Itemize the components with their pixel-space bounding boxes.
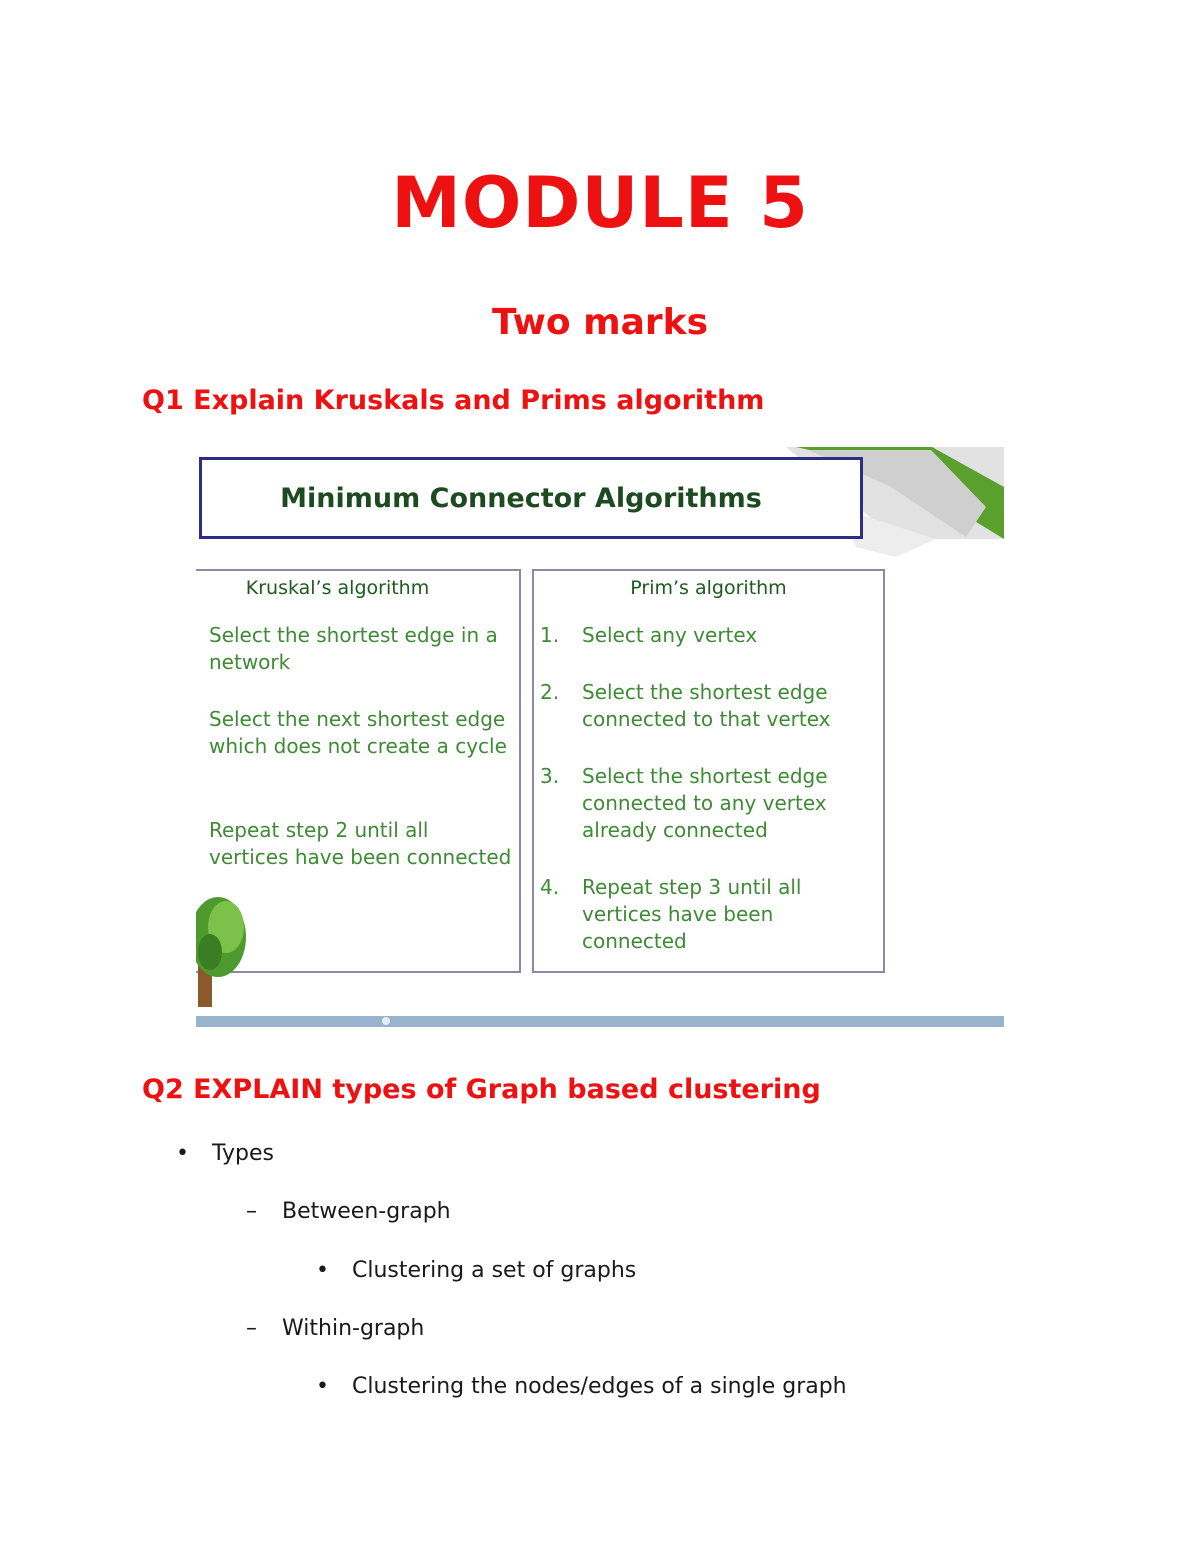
slide-title-box — [199, 457, 863, 539]
list-item — [316, 1256, 637, 1286]
slide-image — [196, 447, 1004, 1038]
bullet-icon: • — [316, 1374, 329, 1399]
prim-step-text: Select the shortest edge connected to any vertex already connected — [582, 764, 828, 842]
dash-icon: – — [246, 1316, 257, 1341]
bullet-icon: • — [316, 1258, 329, 1283]
question-1-heading: Q1 Explain Kruskals and Prims algorithm — [142, 385, 765, 416]
slide-progress-bar — [196, 1016, 1004, 1027]
prim-step-4 — [540, 874, 882, 955]
prim-step-3 — [540, 763, 882, 844]
kruskal-step-2: Select the next shortest edge which does not create a cycle — [209, 707, 507, 758]
kruskal-panel — [196, 569, 521, 973]
slide-title: Minimum Connector Algorithms — [280, 482, 762, 514]
prim-step-2 — [540, 679, 882, 733]
list-item-text: Between-graph — [282, 1199, 451, 1224]
dash-icon: – — [246, 1199, 257, 1224]
kruskal-step-3: Repeat step 2 until all vertices have been connected — [209, 818, 512, 869]
prim-heading: Prim’s algorithm — [630, 577, 787, 599]
prim-step-number: 2. — [540, 680, 560, 704]
prim-step-text: Select the shortest edge connected to that vertex — [582, 680, 831, 731]
prim-step-number: 1. — [540, 623, 560, 647]
kruskal-step-1: Select the shortest edge in a network — [209, 623, 498, 674]
list-item — [246, 1197, 451, 1227]
list-item — [316, 1372, 847, 1402]
list-item-text: Types — [212, 1141, 274, 1166]
list-item — [246, 1314, 425, 1344]
module-title: MODULE 5 — [391, 162, 809, 244]
list-item-text: Clustering the nodes/edges of a single graph — [352, 1374, 847, 1399]
prim-step-text: Repeat step 3 until all vertices have been connected — [582, 875, 802, 953]
list-item-text: Within-graph — [282, 1316, 425, 1341]
list-item — [176, 1139, 274, 1169]
kruskal-heading: Kruskal’s algorithm — [245, 577, 430, 599]
prim-step-text: Select any vertex — [582, 623, 758, 647]
slide-progress-dot — [382, 1017, 390, 1025]
prim-panel — [532, 569, 885, 973]
prim-step-number: 4. — [540, 875, 560, 899]
prim-step-1 — [540, 622, 882, 649]
prim-step-number: 3. — [540, 764, 560, 788]
list-item-text: Clustering a set of graphs — [352, 1258, 637, 1283]
bullet-icon: • — [176, 1141, 189, 1166]
subtitle: Two marks — [491, 302, 709, 343]
question-2-heading: Q2 EXPLAIN types of Graph based clustering — [142, 1074, 821, 1105]
